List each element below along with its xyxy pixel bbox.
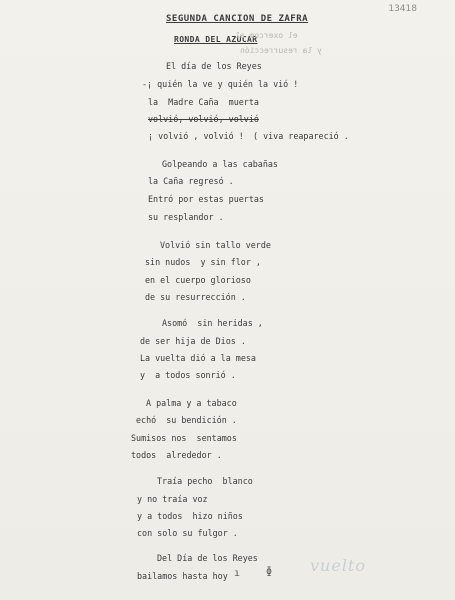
poem-line: Asomó sin heridas , [162,318,263,328]
poem-line: La vuelta dió a la mesa [140,353,256,363]
poem-line: de ser hija de Dios . [140,336,246,346]
handwritten-annotation: vuelto [310,556,366,575]
poem-line: Golpeando a las cabañas [162,159,278,169]
archive-reference-number: 13418 [388,4,417,14]
bleed-through-text: y la resurrección [240,46,322,55]
poem-annotation: ( viva reapareció . [253,131,349,141]
poem-line: Sumisos nos sentamos [131,433,237,443]
poem-line: echó su bendición . [136,415,237,425]
pen-mark-icon: ı [234,568,241,579]
poem-line: y a todos sonrió . [140,370,236,380]
poem-line: A palma y a tabaco [146,398,237,408]
poem-line: y a todos hizo niños [137,511,243,521]
poem-line: con solo su fulgor . [137,528,238,538]
poem-line: la Madre Caña muerta [148,97,259,107]
poem-line: todos alrededor . [131,450,222,460]
poem-line: y no traía voz [137,494,208,504]
poem-line: sin nudos y sin flor , [145,257,261,267]
poem-line-struck: volvió, volvió, volvió [148,114,259,124]
poem-line: Del Día de los Reyes [157,553,258,563]
poem-line: en el cuerpo glorioso [145,275,251,285]
pen-mark-icon: ɸ [266,566,273,577]
bleed-through-text: el oxercom al [235,31,298,40]
document-subtitle: RONDA DEL AZUCAR [174,35,258,44]
poem-line: Entró por estas puertas [148,194,264,204]
poem-line: la Caña regresó . [148,176,234,186]
poem-line: bailamos hasta hoy [137,571,228,581]
poem-line: su resplandor . [148,212,224,222]
poem-line: ¡ volvió , volvió ! [148,131,244,141]
poem-line: El día de los Reyes [166,61,262,71]
poem-line: Volvió sin tallo verde [160,240,271,250]
poem-line: -¡ quién la ve y quién la vió ! [142,79,299,89]
poem-line: Traía pecho blanco [157,476,253,486]
poem-line: de su resurrección . [145,292,246,302]
document-title: SEGUNDA CANCION DE ZAFRA [166,14,309,24]
